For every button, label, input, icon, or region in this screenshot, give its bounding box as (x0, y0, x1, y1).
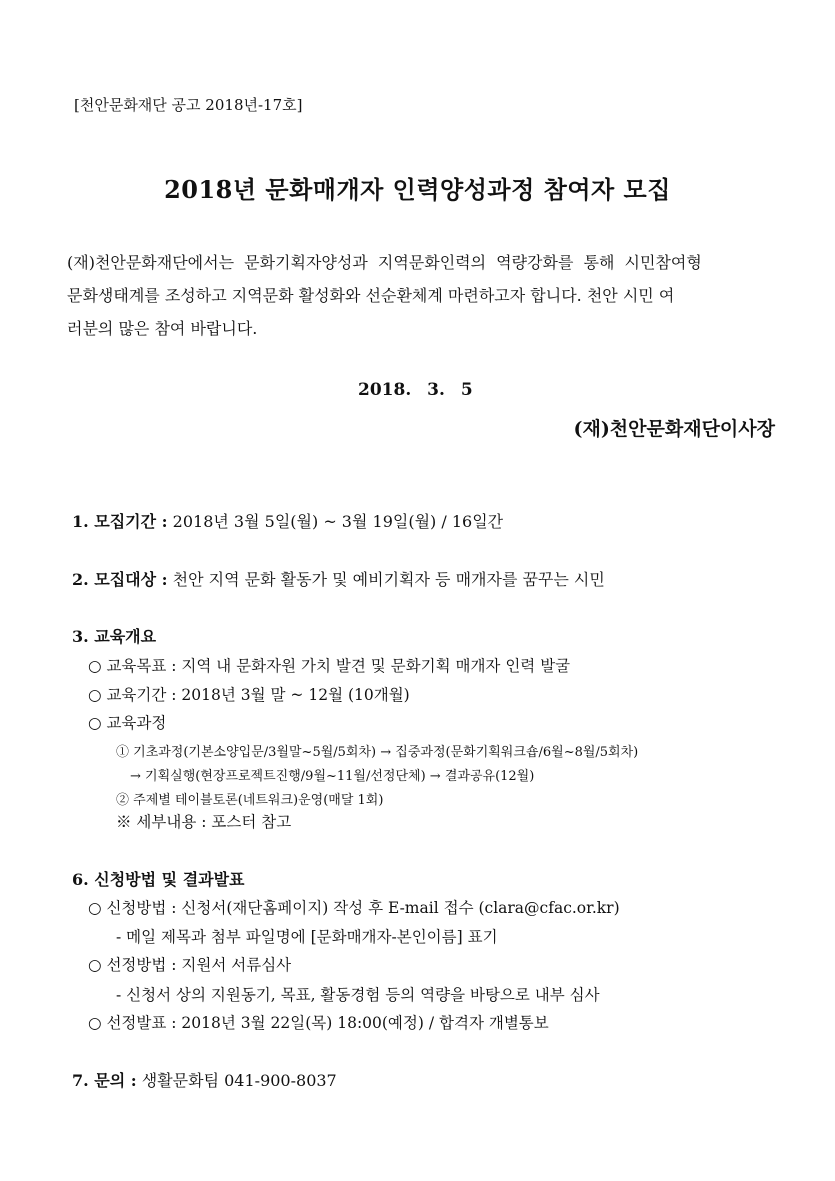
section-label: 7. 문의 : (72, 1071, 137, 1090)
notice-number: [천안문화재단 공고 2018년-17호] (74, 96, 303, 114)
list-item: - 메일 제목과 첨부 파일명에 [문화매개자-본인이름] 표기 (116, 928, 498, 946)
intro-line: (재)천안문화재단에서는 문화기획자양성과 지역문화인력의 역량강화를 통해 시민참여형 (67, 253, 702, 272)
list-item: ○ 교육과정 (88, 714, 167, 732)
section-label: 1. 모집기간 : (72, 512, 168, 531)
section-education-overview: 3. 교육개요 (72, 627, 157, 646)
course-line: ① 기초과정(기본소양입문/3월말~5월/5회차) → 집중과정(문화기획워크숍/6월~8월/5회차) (116, 745, 639, 760)
intro-line: 문화생태계를 조성하고 지역문화 활성화와 선순환체계 마련하고자 합니다. 천안 시민 여 (67, 286, 675, 305)
section-recruitment-period (72, 509, 503, 532)
list-item: ○ 선정방법 : 지원서 서류심사 (88, 956, 292, 974)
announcement-date: 2018. 3. 5 (358, 380, 473, 400)
course-line: → 기획실행(현장프로젝트진행/9월~11월/선정단체) → 결과공유(12월) (130, 769, 535, 784)
detail-note: ※ 세부내용 : 포스터 참고 (116, 813, 292, 831)
section-label: 2. 모집대상 : (72, 570, 168, 589)
section-text: 천안 지역 문화 활동가 및 예비기획자 등 매개자를 꿈꾸는 시민 (172, 570, 605, 589)
list-item: ○ 신청방법 : 신청서(재단홈페이지) 작성 후 E-mail 접수 (clara@cfac.or.kr) (88, 899, 620, 917)
course-line: ② 주제별 테이블토론(네트워크)운영(매달 1회) (116, 793, 384, 808)
list-item: ○ 교육목표 : 지역 내 문화자원 가치 발견 및 문화기획 매개자 인력 발굴 (88, 657, 571, 675)
list-item: ○ 선정발표 : 2018년 3월 22일(목) 18:00(예정) / 합격자 개별통보 (88, 1014, 549, 1032)
issuer: (재)천안문화재단이사장 (573, 418, 775, 440)
page-title: 2018년 문화매개자 인력양성과정 참여자 모집 (164, 175, 671, 204)
section-application: 6. 신청방법 및 결과발표 (72, 870, 245, 889)
section-target (72, 567, 605, 590)
list-item: ○ 교육기간 : 2018년 3월 말 ~ 12월 (10개월) (88, 686, 410, 704)
list-item: - 신청서 상의 지원동기, 목표, 활동경험 등의 역량을 바탕으로 내부 심사 (116, 986, 600, 1004)
section-text: 2018년 3월 5일(월) ~ 3월 19일(월) / 16일간 (172, 512, 504, 531)
intro-paragraph (67, 246, 702, 345)
section-contact (72, 1068, 337, 1091)
contact-text: 생활문화팀 041-900-8037 (141, 1071, 337, 1090)
intro-line: 러분의 많은 참여 바랍니다. (67, 319, 258, 338)
